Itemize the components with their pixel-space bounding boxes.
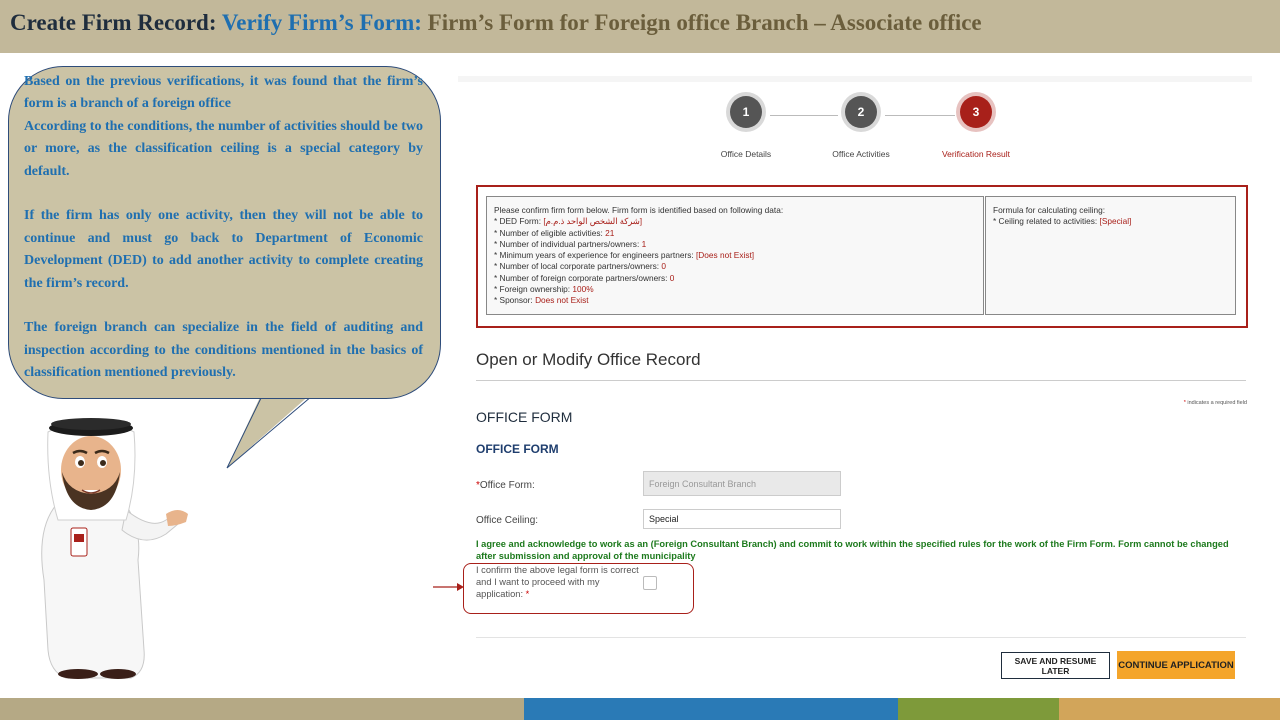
step-1-label: Office Details xyxy=(720,149,772,159)
office-ceiling-field[interactable]: Special xyxy=(643,509,841,529)
ded-form-value: [شركة الشخص الواحد ذ.م.م] xyxy=(543,216,643,227)
foreign-corporate-value: 0 xyxy=(669,272,675,283)
step-3-label: Verification Result xyxy=(941,149,1011,159)
footer-bar-segment xyxy=(1059,698,1280,720)
individual-partners-value: 1 xyxy=(641,238,647,249)
bubble-para-2: According to the conditions, the number of activities should be two or more, as the classification ceiling is a special category by default. xyxy=(24,118,423,179)
bubble-para-1: Based on the previous verifications, it was found that the firm’s form is a branch of a foreign office xyxy=(24,74,423,112)
bubble-para-3: If the firm has only one activity, then they will not be able to continue and must go back to Department of Economic Development (DED) to add another activity to complete creating the firm’s record. xyxy=(24,208,423,291)
bubble-para-4: The foreign branch can specialize in the field of auditing and inspection according to the conditions mentioned in the basics of classification mentioned previously. xyxy=(24,320,423,381)
office-form-label: *Office Form: xyxy=(476,480,535,491)
stepper-connector xyxy=(885,115,955,116)
form-footer-divider xyxy=(476,637,1246,638)
sponsor-row: * Sponsor: Does not Exist xyxy=(494,295,589,306)
sponsor-value: Does not Exist xyxy=(535,295,589,306)
local-corporate-value: 0 xyxy=(661,261,667,272)
stepper-connector xyxy=(770,115,838,116)
ded-form-row: * DED Form: [شركة الشخص الواحد ذ.م.م] xyxy=(494,216,643,227)
confirm-checkbox[interactable] xyxy=(643,576,657,590)
step-2-label: Office Activities xyxy=(832,149,890,159)
office-form-heading: OFFICE FORM xyxy=(476,409,573,425)
presenter-character-illustration xyxy=(26,410,196,685)
stepper-background xyxy=(458,76,1252,82)
experience-value: [Does not Exist] xyxy=(695,250,755,261)
experience-row: * Minimum years of experience for engineers partners: [Does not Exist] xyxy=(494,250,755,261)
ceiling-value: [Special] xyxy=(1099,216,1132,227)
agreement-text: I agree and acknowledge to work as an (Foreign Consultant Branch) and commit to work within the specified rules for the work of the Firm Form. Form cannot be changed after submission and approval of the municipality xyxy=(476,539,1229,561)
firm-form-data xyxy=(494,205,974,307)
foreign-ownership-row: * Foreign ownership: 100% xyxy=(494,284,594,295)
required-field-note: * indicates a required field xyxy=(1183,400,1247,406)
step-3-circle[interactable]: 3 xyxy=(960,96,992,128)
office-form-subheading: OFFICE FORM xyxy=(476,442,559,456)
speech-bubble-text xyxy=(24,71,423,385)
local-corporate-row: * Number of local corporate partners/owners: 0 xyxy=(494,261,667,272)
confirm-label: I confirm the above legal form is correct and I want to proceed with my application: * xyxy=(476,565,639,599)
pointer-arrow xyxy=(431,581,465,593)
eligible-activities-value: 21 xyxy=(605,227,615,238)
footer-bar-segment xyxy=(898,698,1059,720)
title-part-2: Verify Firm’s Form: xyxy=(221,10,428,35)
footer-bar-segment xyxy=(524,698,898,720)
eligible-activities-row: * Number of eligible activities: 21 xyxy=(494,227,615,238)
individual-partners-row: * Number of individual partners/owners: 1 xyxy=(494,238,647,249)
save-and-resume-later-button[interactable]: SAVE AND RESUME LATER xyxy=(1001,652,1110,679)
section-title: Open or Modify Office Record xyxy=(476,350,701,369)
formula-title: Formula for calculating ceiling: xyxy=(993,205,1106,215)
office-form-field: Foreign Consultant Branch xyxy=(643,471,841,496)
section-divider xyxy=(476,380,1246,381)
step-2-circle[interactable]: 2 xyxy=(845,96,877,128)
step-1-circle[interactable]: 1 xyxy=(730,96,762,128)
title-part-3: Firm’s Form for Foreign office Branch – Associate office xyxy=(427,10,982,35)
office-ceiling-label: Office Ceiling: xyxy=(476,515,539,526)
title-part-1: Create Firm Record: xyxy=(10,10,222,35)
continue-application-button[interactable]: CONTINUE APPLICATION xyxy=(1117,651,1235,679)
foreign-ownership-value: 100% xyxy=(572,284,594,295)
ceiling-row: * Ceiling related to activities: [Special] xyxy=(993,216,1132,227)
foreign-corporate-row: * Number of foreign corporate partners/owners: 0 xyxy=(494,272,675,283)
ceiling-formula xyxy=(993,205,1229,228)
firm-form-intro: Please confirm firm form below. Firm form is identified based on following data: xyxy=(494,205,784,215)
footer-bar-segment xyxy=(0,698,524,720)
